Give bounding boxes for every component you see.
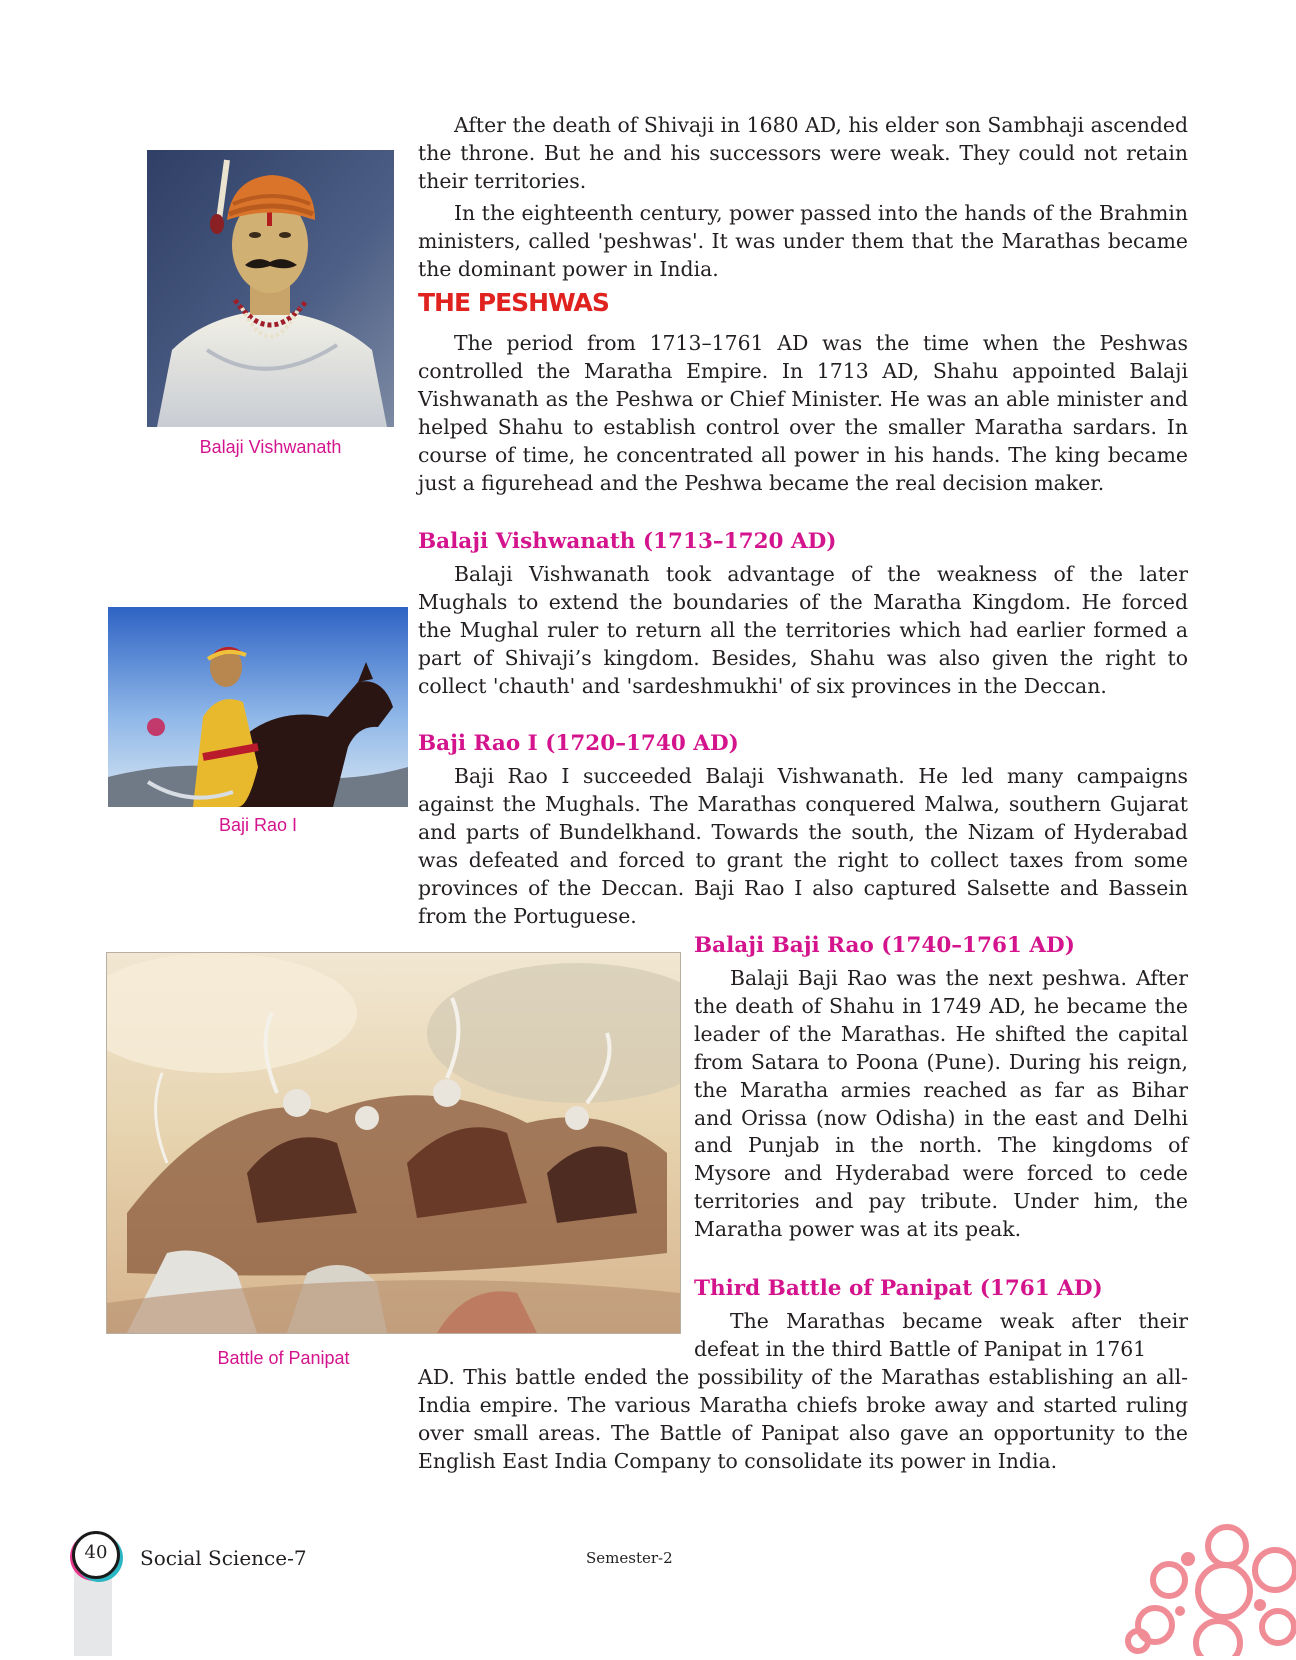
semester-label: Semester-2 <box>586 1549 673 1567</box>
heading-baji-rao: Baji Rao I (1720–1740 AD) <box>418 731 739 756</box>
battle-of-panipat-painting <box>107 953 680 1333</box>
caption-balaji-vishwanath: Balaji Vishwanath <box>199 437 342 457</box>
heading-the-peshwas: THE PESHWAS <box>418 288 609 317</box>
baji-rao-paragraph: Baji Rao I succeeded Balaji Vishwanath. He led many campaigns against the Mughals. The Marathas conquered Malwa, southern Gujarat and parts of Bundelkhand. Towards the south, the Nizam of Hyderabad was defeated and forced to grant the right to collect taxes from some provinces of the Deccan. Baji Rao I also captured Salsette and Bassein from the Portuguese. <box>418 764 1188 928</box>
heading-balaji-baji-rao: Balaji Baji Rao (1740–1761 AD) <box>694 933 1075 958</box>
decorative-circles <box>1120 1515 1296 1656</box>
balaji-baji-rao-paragraph: Balaji Baji Rao was the next peshwa. After the death of Shahu in 1749 AD, he became the leader of the Marathas. He shifted the capital from Satara to Poona (Pune). During his reign, the Maratha armies reached as far as Bihar and Orissa (now Odisha) in the east and Delhi and Punjab in the north. The kingdoms of Mysore and Hyderabad were forced to cede territories and pay tribute. Under him, the Maratha power was at its peak. <box>694 966 1188 1242</box>
intro-paragraph-1: After the death of Shivaji in 1680 AD, his elder son Sambhaji ascended the throne. But he and his successors were weak. They could not retain their territories. <box>418 113 1188 193</box>
book-title: Social Science-7 <box>140 1546 307 1570</box>
page-number-badge <box>72 1531 120 1579</box>
heading-balaji-vishwanath: Balaji Vishwanath (1713–1720 AD) <box>418 529 837 554</box>
panipat-paragraph-start: The Marathas became weak after their defeat in the third Battle of Panipat in 1761 <box>694 1309 1188 1361</box>
page-number: 40 <box>84 1542 108 1563</box>
balaji-vishwanath-portrait <box>147 150 394 427</box>
balaji-vishwanath-paragraph: Balaji Vishwanath took advantage of the weakness of the later Mughals to extend the boundaries of the Maratha Kingdom. He forced the Mughal ruler to return all the territories which had earlier formed a part of Shivaji’s kingdom. Besides, Shahu was also given the right to collect 'chauth' and 'sardeshmukhi' of six provinces in the Deccan. <box>418 562 1188 698</box>
heading-third-battle-of-panipat: Third Battle of Panipat (1761 AD) <box>694 1276 1103 1301</box>
peshwas-paragraph: The period from 1713–1761 AD was the time when the Peshwas controlled the Maratha Empire. In 1713 AD, Shahu appointed Balaji Vishwanath as the Peshwa or Chief Minister. He was an able minister and helped Shahu to establish control over the smaller Maratha sardars. In course of time, he concentrated all power in his hands. The king became just a figurehead and the Peshwa became the real decision maker. <box>418 331 1188 495</box>
baji-rao-painting <box>108 607 408 807</box>
intro-paragraph-2: In the eighteenth century, power passed into the hands of the Brahmin ministers, called 'peshwas'. It was under them that the Marathas became the dominant power in India. <box>418 201 1188 281</box>
caption-battle-of-panipat: Battle of Panipat <box>217 1348 350 1368</box>
panipat-paragraph-continued: AD. This battle ended the possibility of the Marathas establishing an all-India empire. The various Maratha chiefs broke away and started ruling over small areas. The Battle of Panipat also gave an opportunity to the English East India Company to consolidate its power in India. <box>418 1365 1188 1473</box>
caption-baji-rao: Baji Rao I <box>218 815 298 835</box>
